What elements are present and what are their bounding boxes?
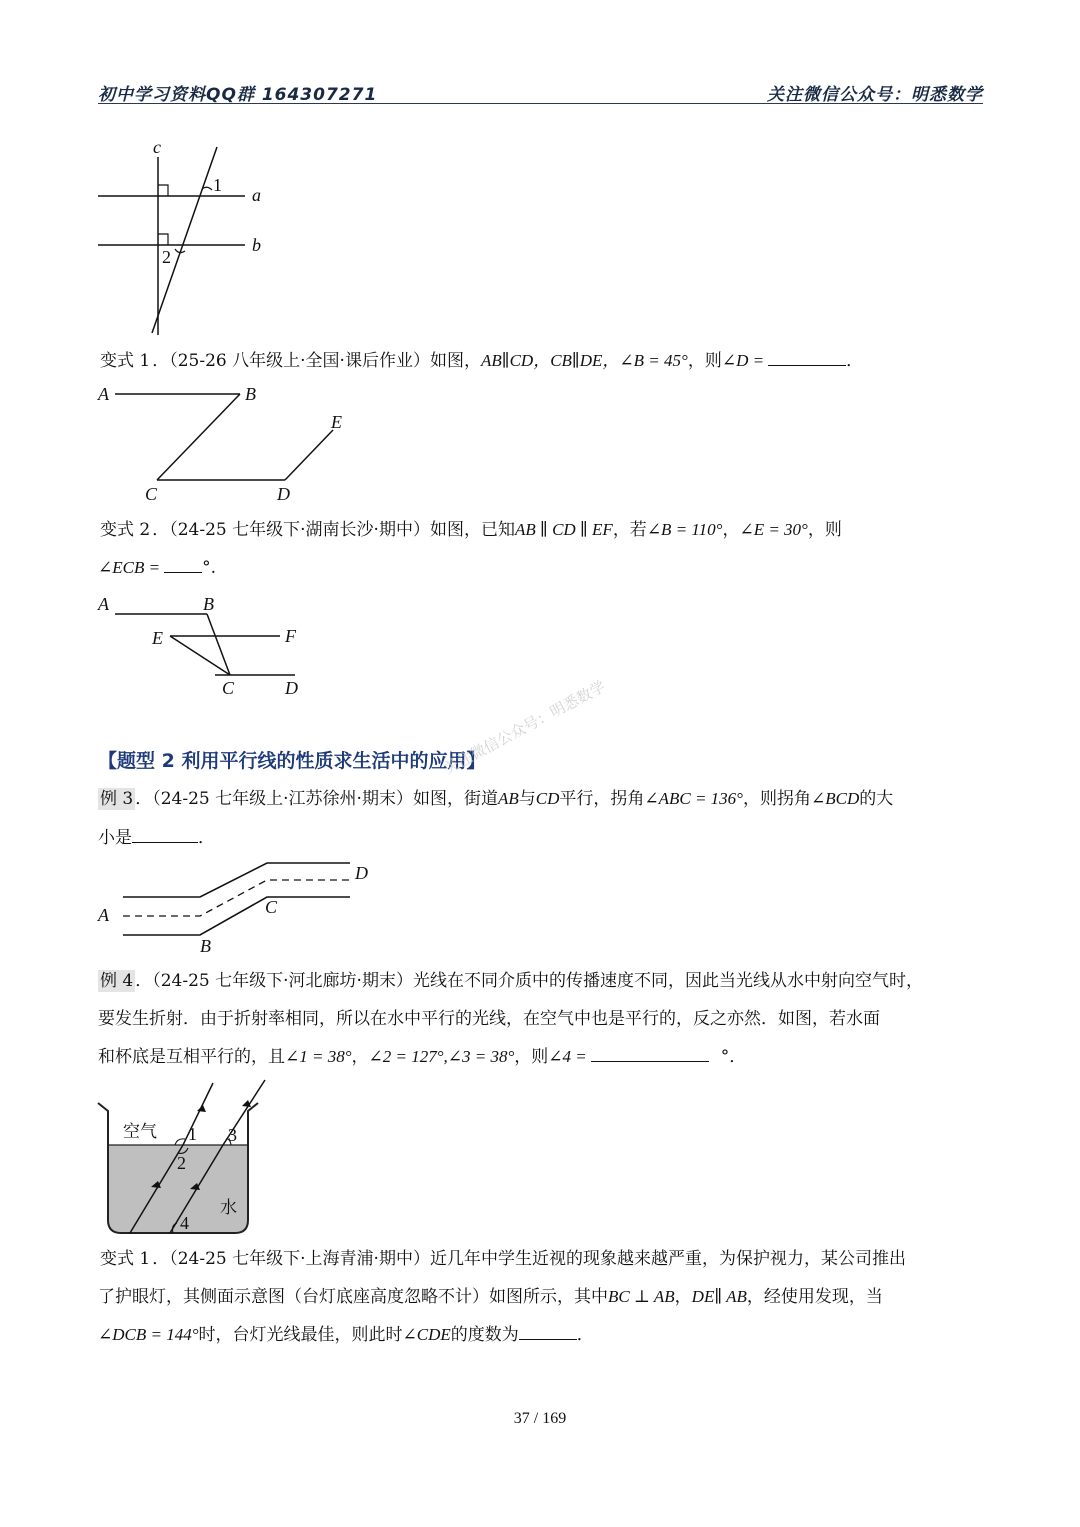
label-air: 空气 <box>123 1122 157 1142</box>
figure-beaker <box>95 1075 275 1240</box>
label-C: C <box>265 897 278 917</box>
question-sep: ， <box>674 1287 692 1307</box>
example-text-3: 平行，拐角 <box>559 789 645 809</box>
label-E: E <box>331 412 342 432</box>
question-math-2: ∠B = 110° <box>646 520 723 539</box>
question-math-3: ∠E = 30° <box>739 520 808 539</box>
question-text-line3: 时，台灯光线最佳，则此时 <box>198 1325 403 1345</box>
label-C: C <box>222 678 235 698</box>
question-text-line2: 了护眼灯，其侧面示意图（台灯底座高度忽略不计）如图所示，其中 <box>98 1287 608 1307</box>
label-c: c <box>153 137 161 157</box>
question-text-line2b: ，经使用发现，当 <box>746 1287 883 1307</box>
label-2: 2 <box>177 1153 186 1173</box>
figure-parallel-lines-abc <box>95 135 295 340</box>
example-sep: ， <box>351 1047 369 1067</box>
question-math-3: ∠DCB = 144° <box>98 1325 199 1344</box>
answer-blank <box>132 826 198 843</box>
header-rule <box>98 103 983 104</box>
question-text-line3b: 的度数为 <box>450 1325 519 1345</box>
answer-blank <box>164 556 202 573</box>
label-2: 2 <box>162 247 171 267</box>
question-math: AB∥CD，CB∥DE，∠B = 45° <box>480 351 688 370</box>
question-ask: ∠ECB = <box>98 558 161 577</box>
label-B: B <box>245 384 256 404</box>
question-text: ．（24-25 七年级下·湖南长沙·期中）如图，已知 <box>152 520 515 540</box>
transversal <box>152 147 217 333</box>
header-right: 关注微信公众号：明悉数学 <box>767 85 983 105</box>
example-text-line1: ．（24-25 七年级下·河北廊坊·期末）光线在不同介质中的传播速度不同，因此当光线从水中射向空气时， <box>135 971 923 991</box>
label-E: E <box>152 628 163 648</box>
example-ask: ∠4 = <box>548 1047 587 1066</box>
variant-tag: 变式 2 <box>100 520 151 540</box>
variant-tag: 变式 1 <box>100 351 151 371</box>
label-A: A <box>98 905 109 925</box>
example-math-1: AB <box>497 789 519 808</box>
question-variant-1b-line2 <box>98 1286 988 1308</box>
example-text-6: 小是 <box>98 828 132 848</box>
figure-street <box>95 855 385 960</box>
label-4: 4 <box>180 1213 189 1233</box>
question-math-4: ∠CDE <box>402 1325 451 1344</box>
label-D: D <box>277 484 290 504</box>
question-math: AB ∥ CD ∥ EF <box>514 520 613 539</box>
question-end: °. <box>202 558 216 578</box>
example-text-4: ，则拐角 <box>742 789 811 809</box>
figure-abcdef <box>95 590 325 700</box>
example-math-4: ∠BCD <box>810 789 860 808</box>
answer-blank <box>519 1323 577 1340</box>
label-D: D <box>285 678 298 698</box>
right-angle-mark-b <box>158 234 168 245</box>
question-math-2: DE∥ AB <box>691 1287 747 1306</box>
question-math-1: BC ⊥ AB <box>608 1287 675 1306</box>
question-variant-1 <box>98 349 988 372</box>
question-mid: ，若 <box>612 520 647 540</box>
example-text-5: 的大 <box>859 789 894 809</box>
label-a: a <box>252 185 261 205</box>
example-4 <box>98 970 988 992</box>
question-end: ． <box>576 1325 594 1345</box>
question-variant-1b-line3 <box>98 1323 988 1346</box>
answer-blank <box>768 349 846 366</box>
watermark: 关注微信公众号：明悉数学 <box>440 677 609 778</box>
question-sep: ， <box>722 520 740 540</box>
header-left: 初中学习资料QQ群 164307271 <box>98 85 378 105</box>
answer-blank <box>591 1045 709 1062</box>
example-text-2: ，则 <box>514 1047 549 1067</box>
question-variant-2 <box>98 519 988 541</box>
question-tail: ，则 <box>807 520 842 540</box>
label-A: A <box>98 384 109 404</box>
label-D: D <box>355 863 368 883</box>
label-water: 水 <box>220 1198 237 1218</box>
label-F: F <box>285 626 296 646</box>
label-b: b <box>252 235 261 255</box>
example-math-3: ∠ABC = 136° <box>644 789 743 808</box>
question-ask: ∠D = <box>721 351 765 370</box>
example-end: ． <box>198 828 215 848</box>
question-variant-2-line2 <box>98 556 988 579</box>
example-end: °． <box>720 1047 747 1067</box>
right-angle-mark-a <box>158 185 168 196</box>
example-3 <box>98 788 988 810</box>
question-end: ． <box>846 351 864 371</box>
example-math-2: ∠2 = 127°,∠3 = 38° <box>368 1047 515 1066</box>
question-text-line1: ．（24-25 七年级下·上海青浦·期中）近几年中学生近视的现象越来越严重，为保护视力，某公司推出 <box>152 1249 906 1269</box>
example-4-line3 <box>98 1045 988 1068</box>
example-text: ．（24-25 七年级上·江苏徐州·期末）如图，街道 <box>135 789 498 809</box>
label-B: B <box>203 594 214 614</box>
label-1: 1 <box>188 1124 197 1144</box>
question-tail: ，则 <box>687 351 722 371</box>
example-3-line2 <box>98 826 988 849</box>
angle-arc-1 <box>202 187 212 190</box>
label-C: C <box>145 484 158 504</box>
example-text-line3: 和杯底是互相平行的，且 <box>98 1047 285 1067</box>
example-tag: 例 3 <box>100 789 134 809</box>
figure-zigzag-abcde <box>95 380 365 510</box>
example-4-line2: 要发生折射．由于折射率相同，所以在水中平行的光线，在空气中也是平行的，反之亦然．如图，若水面 <box>98 1009 880 1029</box>
example-math-2: CD <box>535 789 560 808</box>
example-tag: 例 4 <box>100 971 134 991</box>
question-variant-1b <box>98 1248 988 1270</box>
section-title: 【题型 2 利用平行线的性质求生活中的应用】 <box>98 750 486 772</box>
page-number: 37 / 169 <box>513 1410 567 1427</box>
label-B: B <box>200 936 211 956</box>
example-math-1: ∠1 = 38° <box>285 1047 352 1066</box>
label-A: A <box>98 594 109 614</box>
label-1: 1 <box>213 175 222 195</box>
variant-tag: 变式 1 <box>100 1249 151 1269</box>
question-text: ．（25-26 八年级上·全国·课后作业）如图， <box>152 351 481 371</box>
example-text-2: 与 <box>518 789 536 809</box>
label-3: 3 <box>228 1125 237 1145</box>
